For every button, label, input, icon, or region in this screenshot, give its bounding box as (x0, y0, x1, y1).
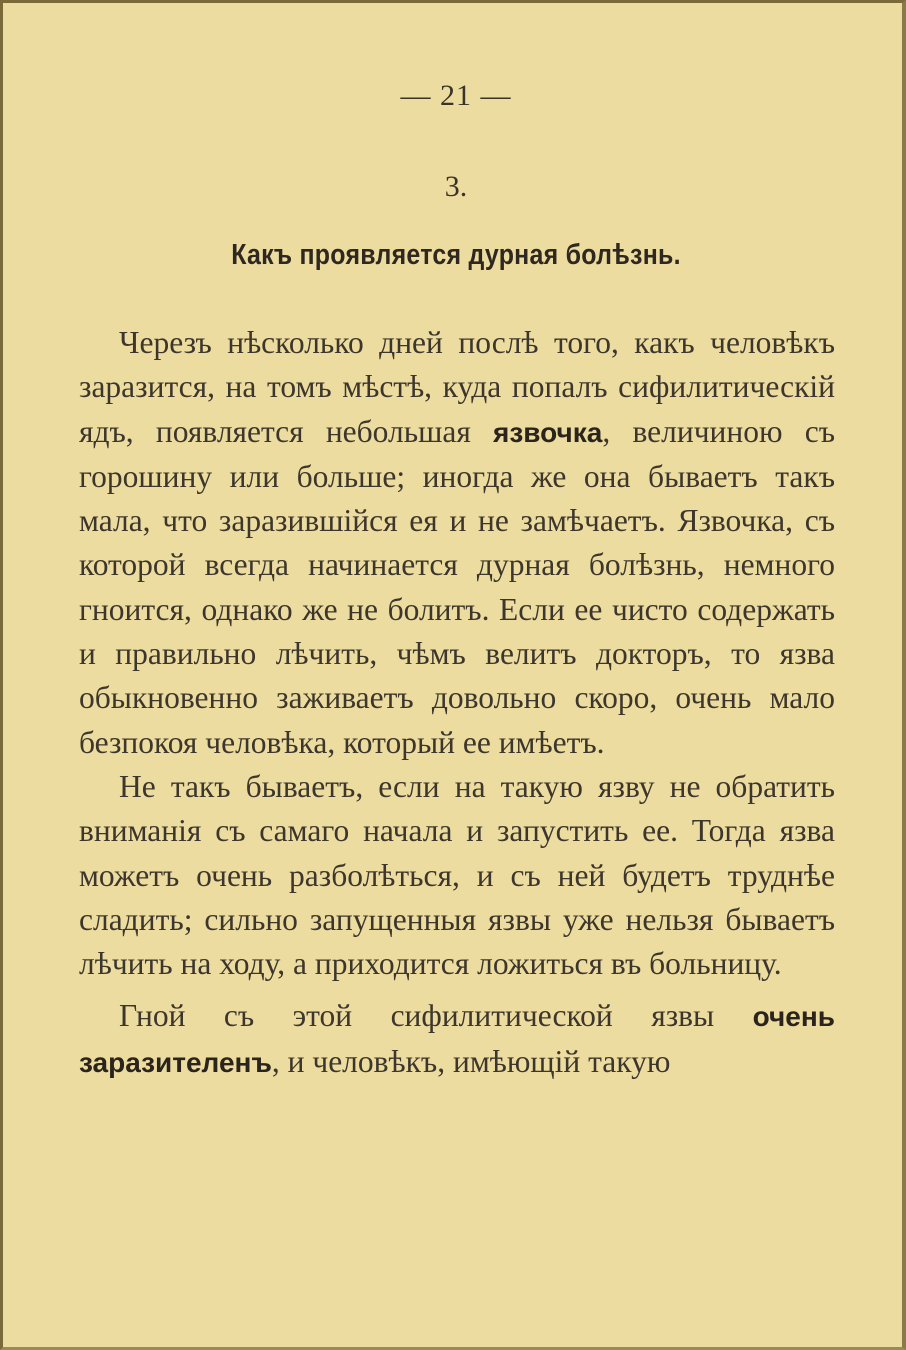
paragraph-1-part-2: , величиною съ горошину или больше; иногда же она бываетъ такъ мала, что заразившійся ея и не замѣчаетъ. Язвочка, съ которой всегда начинается дурная болѣзнь, немного гноится, однако же не болитъ. Если ее чисто содержать и правильно лѣчить, чѣмъ велитъ докторъ, то язва обыкновенно заживаетъ довольно скоро, очень мало безпокоя человѣка, который ее имѣетъ. (79, 413, 835, 760)
paragraph-1 (79, 321, 835, 765)
body-text (79, 321, 835, 1085)
paragraph-3-part-2: , и человѣкъ, имѣющій такую (271, 1043, 671, 1079)
bold-term-yazvochka: язвочка (493, 416, 603, 448)
paragraph-2 (79, 765, 835, 986)
paragraph-1-part-1: Черезъ нѣсколько дней послѣ того, какъ человѣкъ заразится, на томъ мѣстѣ, куда попалъ сифилитическій ядъ, появляется небольшая (79, 325, 835, 449)
paragraph-3-part-1: Гной съ этой сифилитической язвы (119, 998, 753, 1034)
paragraph-3 (79, 994, 835, 1085)
paragraph-2-text: Не такъ бываетъ, если на такую язву не обратить вниманія съ самаго начала и запустить ее. Тогда язва можетъ очень разболѣться, и съ ней будетъ труднѣе сладить; сильно запущенныя язвы уже нельзя бываетъ лѣчить на ходу, а приходится ложиться въ больницу. (79, 768, 835, 982)
page-number: — 21 — (400, 79, 512, 112)
bold-term-zarazitelen: очень заразителенъ (79, 1001, 835, 1078)
section-number: 3. (444, 170, 468, 203)
section-heading: Какъ проявляется дурная болѣзнь. (231, 239, 681, 271)
